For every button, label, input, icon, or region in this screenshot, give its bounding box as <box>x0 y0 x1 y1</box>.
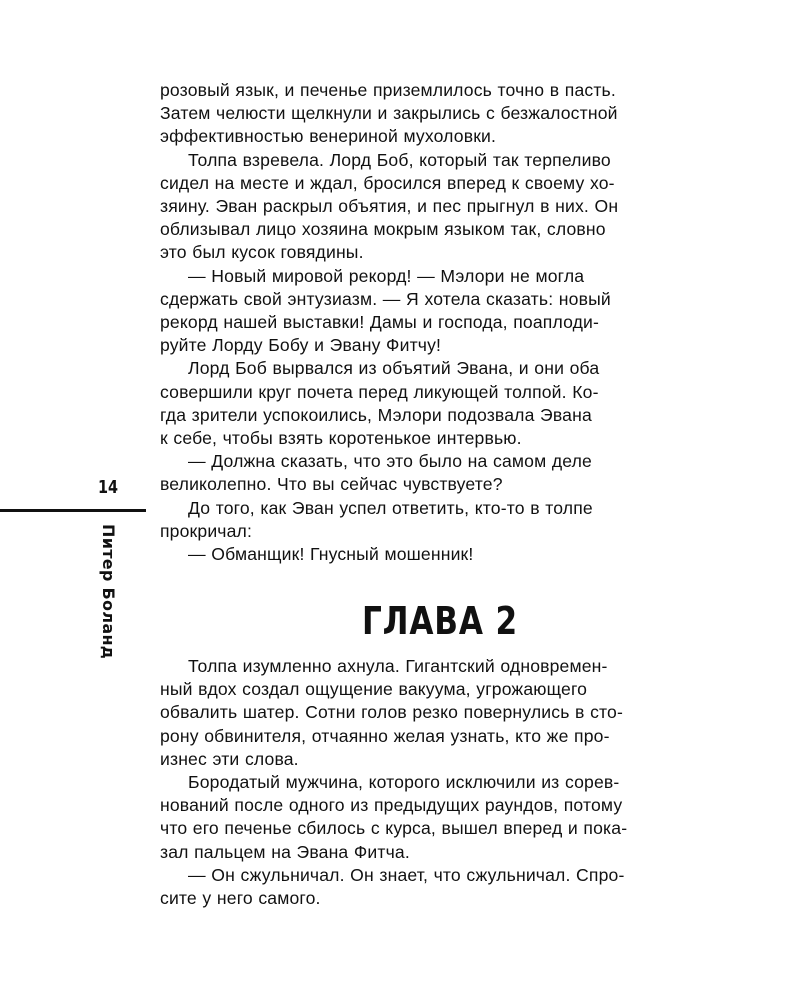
text-line: совершили круг почета перед ликующей толпой. Ко- <box>160 381 599 402</box>
text-line: — Обманщик! Гнусный мошенник! <box>188 544 474 565</box>
text-line: что его печенье сбилось с курса, вышел вперед и пока- <box>160 818 628 839</box>
text-line: сидел на месте и ждал, бросился вперед к своему хо- <box>160 172 615 193</box>
text-line: — Новый мировой рекорд! — Мэлори не могла <box>188 265 585 286</box>
text-line: Лорд Боб вырвался из объятий Эвана, и они оба <box>188 358 600 379</box>
text-line: рекорд нашей выставки! Дамы и господа, поаплоди- <box>160 312 600 333</box>
text-line: До того, как Эван успел ответить, кто-то в толпе <box>188 497 593 518</box>
text-line: обвалить шатер. Сотни голов резко повернулись в сто- <box>160 702 623 723</box>
text-line: — Должна сказать, что это было на самом деле <box>188 451 592 472</box>
text-line: сдержать свой энтузиазм. — Я хотела сказать: новый <box>160 288 611 309</box>
text-line: руйте Лорду Бобу и Эвану Фитчу! <box>160 335 442 356</box>
text-line: прокричал: <box>160 520 253 541</box>
text-line: Толпа взревела. Лорд Боб, который так терпеливо <box>188 149 611 170</box>
chapter-title: ГЛАВА 2 <box>361 599 518 643</box>
text-line: зал пальцем на Эвана Фитча. <box>160 841 410 862</box>
body-text-bottom <box>160 655 720 910</box>
text-line: ный вдох создал ощущение вакуума, угрожающего <box>160 679 588 700</box>
text-line: облизывал лицо хозяина мокрым языком так, словно <box>160 219 606 240</box>
text-line: к себе, чтобы взять коротенькое интервью. <box>160 428 522 449</box>
margin-rule <box>0 509 146 512</box>
text-line: сите у него самого. <box>160 888 321 909</box>
text-line: — Он сжульничал. Он знает, что сжульничал. Спро- <box>188 864 625 885</box>
text-line: великолепно. Что вы сейчас чувствуете? <box>160 474 503 495</box>
page-number: 14 <box>97 477 119 498</box>
text-line: изнес эти слова. <box>160 748 299 769</box>
text-line: розовый язык, и печенье приземлилось точно в пасть. <box>160 80 616 100</box>
text-line: эффективностью венериной мухоловки. <box>160 126 497 147</box>
text-line: рону обвинителя, отчаянно желая узнать, кто же про- <box>160 725 610 746</box>
text-line: нований после одного из предыдущих раундов, потому <box>160 795 623 816</box>
text-line: Толпа изумленно ахнула. Гигантский одновремен- <box>188 656 608 676</box>
text-line: гда зрители успокоились, Мэлори подозвала Эвана <box>160 404 592 425</box>
running-head-author: Питер Боланд <box>99 524 118 660</box>
body-text-top <box>160 79 720 566</box>
text-line: зяину. Эван раскрыл объятия, и пес прыгнул в них. Он <box>160 196 619 217</box>
text-line: Затем челюсти щелкнули и закрылись с безжалостной <box>160 103 618 124</box>
text-line: Бородатый мужчина, которого исключили из сорев- <box>188 772 620 793</box>
text-line: это был кусок говядины. <box>160 242 364 263</box>
